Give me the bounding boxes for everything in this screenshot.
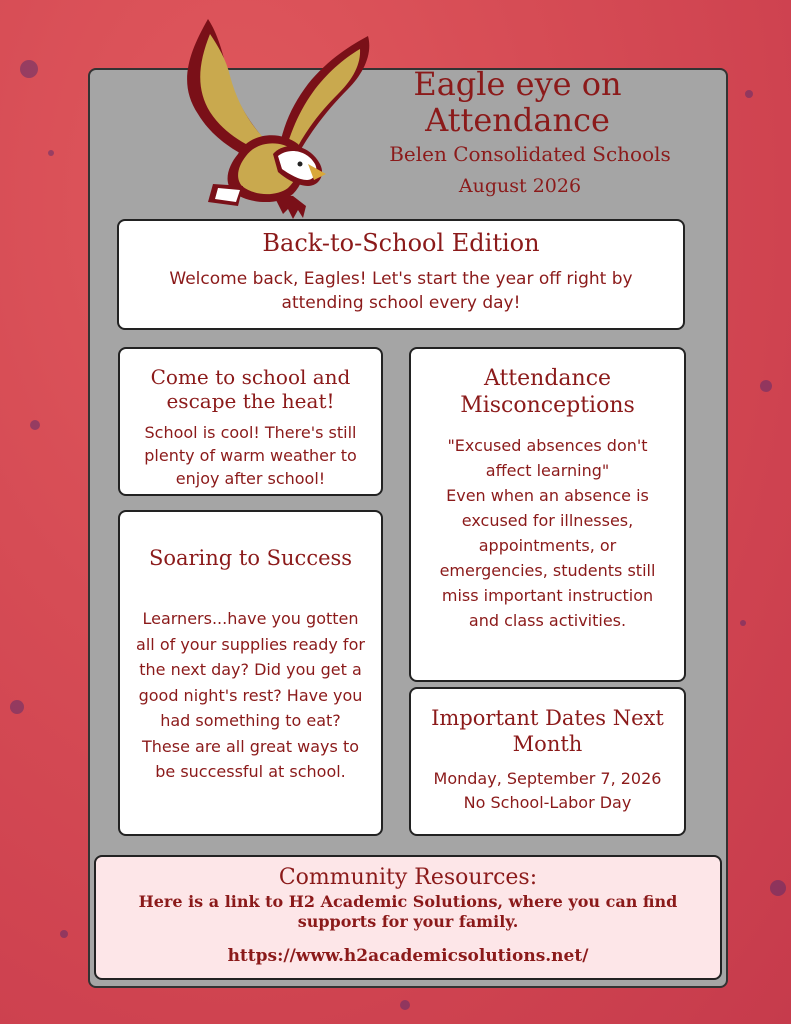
intro-heading: Back-to-School Edition bbox=[262, 229, 540, 257]
success-card bbox=[118, 510, 383, 836]
important-dates-card bbox=[409, 687, 686, 836]
heat-heading: Come to school and escape the heat! bbox=[150, 365, 351, 413]
background-speck bbox=[20, 60, 38, 78]
misconceptions-card bbox=[409, 347, 686, 682]
dates-heading: Important Dates Next Month bbox=[431, 706, 664, 756]
title-line-1: Eagle eye on bbox=[413, 65, 622, 103]
dates-line-1: Monday, September 7, 2026 bbox=[433, 769, 662, 788]
resources-heading: Community Resources: bbox=[278, 865, 538, 890]
heat-card bbox=[118, 347, 383, 496]
misconceptions-quote: "Excused absences don't affect learning" bbox=[447, 436, 648, 480]
eagle-mascot-icon bbox=[168, 14, 378, 224]
success-body: Learners...have you gotten all of your supplies ready for the next day? Did you get a good night's rest? Have you had something to eat? These are all great ways to be successful at school. bbox=[136, 609, 365, 781]
district-name: Belen Consolidated Schools bbox=[389, 142, 671, 166]
community-resources-card bbox=[94, 855, 722, 980]
title-line-2: Attendance bbox=[425, 101, 610, 139]
intro-body: Welcome back, Eagles! Let's start the year off right by attending school every day! bbox=[169, 269, 633, 313]
newsletter-date: August 2026 bbox=[458, 175, 582, 197]
resources-body: Here is a link to H2 Academic Solutions, where you can find supports for your family. bbox=[138, 892, 678, 931]
background-speck bbox=[770, 880, 786, 896]
background-speck bbox=[400, 1000, 410, 1010]
background-speck bbox=[740, 620, 746, 626]
background-speck bbox=[30, 420, 40, 430]
resources-link[interactable]: https://www.h2academicsolutions.net/ bbox=[227, 946, 589, 966]
intro-card bbox=[117, 219, 685, 330]
misconceptions-body: Even when an absence is excused for illnesses, appointments, or emergencies, students still miss important instruction and class activities. bbox=[439, 486, 656, 630]
background-speck bbox=[60, 930, 68, 938]
background-speck bbox=[760, 380, 772, 392]
heat-body: School is cool! There's still plenty of warm weather to enjoy after school! bbox=[144, 423, 357, 488]
background-speck bbox=[48, 150, 54, 156]
dates-line-2: No School-Labor Day bbox=[463, 793, 632, 812]
background-speck bbox=[745, 90, 753, 98]
success-heading: Soaring to Success bbox=[148, 546, 353, 570]
misconceptions-heading: Attendance Misconceptions bbox=[460, 366, 635, 418]
background-speck bbox=[10, 700, 24, 714]
newsletter-title bbox=[390, 66, 645, 138]
